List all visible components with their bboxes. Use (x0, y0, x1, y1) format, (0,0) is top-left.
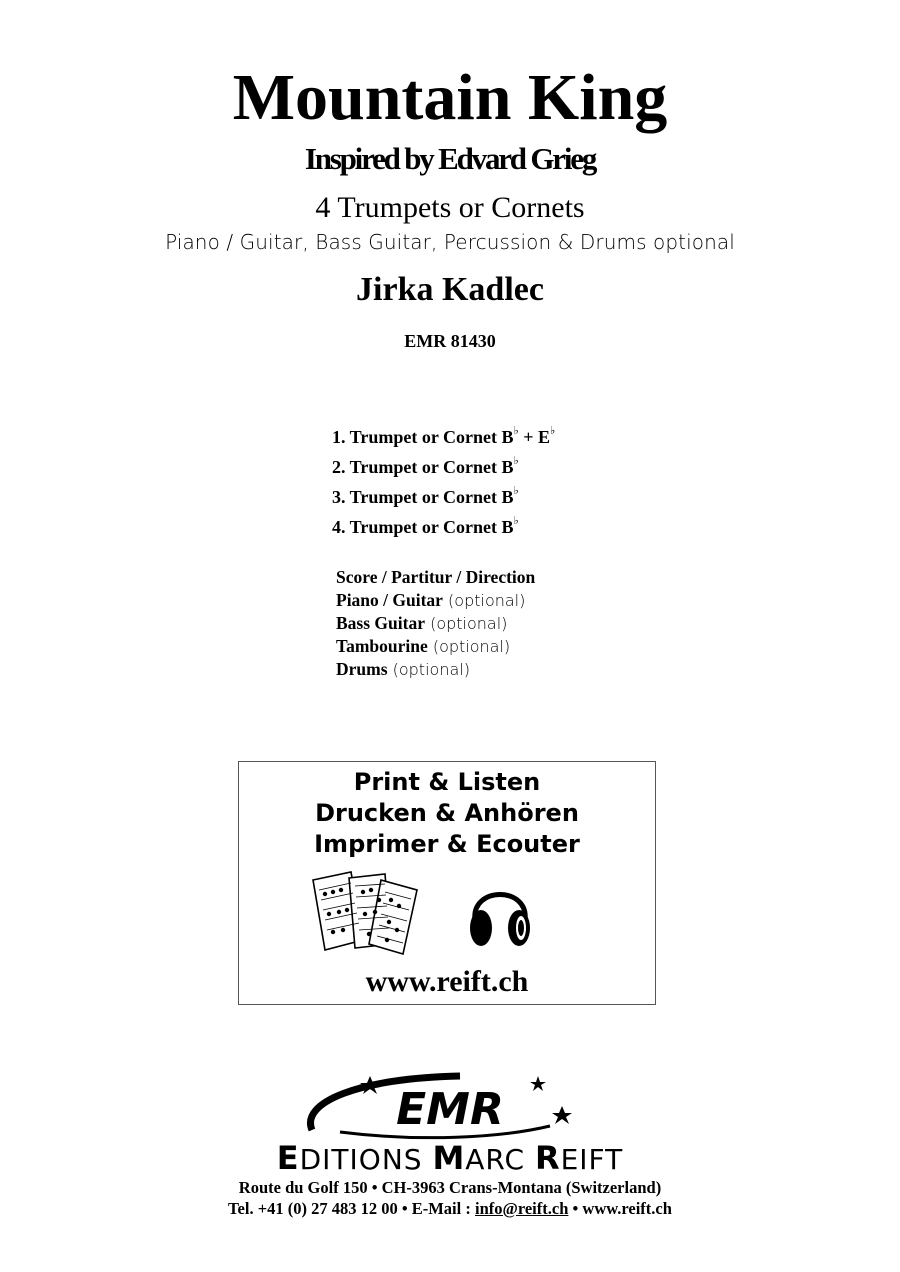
promo-line-en: Print & Listen (353, 768, 541, 796)
composer: Jirka Kadlec (356, 271, 544, 308)
publisher-contact: Tel. +41 (0) 27 483 12 00 • E-Mail : info@reift.ch • www.reift.ch (228, 1199, 672, 1218)
extra-item: Bass Guitar (optional) (336, 613, 508, 633)
catalog-number: EMR 81430 (404, 331, 496, 351)
website-link[interactable]: • www.reift.ch (568, 1199, 672, 1218)
promo-url[interactable]: www.reift.ch (365, 965, 529, 998)
subtitle: Inspired by Edvard Grieg (304, 141, 596, 176)
publisher-name: EDITIONS MARC REIFT (276, 1139, 624, 1177)
part-item: 1. Trumpet or Cornet B♭ + E♭ (332, 425, 556, 447)
extras-list (336, 566, 535, 681)
extra-item: Tambourine (optional) (336, 636, 511, 656)
email-link[interactable]: info@reift.ch (474, 1199, 569, 1218)
instrumentation: 4 Trumpets or Cornets (315, 191, 585, 224)
part-item: 2. Trumpet or Cornet B♭ (332, 455, 519, 477)
svg-text:EMR: EMR (396, 1084, 504, 1135)
emr-logo (300, 1072, 580, 1147)
extra-item: Score / Partitur / Direction (336, 567, 536, 587)
publisher-address: Route du Golf 150 • CH-3963 Crans-Montana (Switzerland) (238, 1178, 662, 1197)
headphones-icon (465, 876, 535, 955)
part-item: 4. Trumpet or Cornet B♭ (332, 515, 519, 537)
title: Mountain King (232, 61, 668, 134)
extra-item: Drums (optional) (336, 659, 470, 679)
part-item: 3. Trumpet or Cornet B♭ (332, 485, 519, 507)
extra-item: Piano / Guitar (optional) (336, 590, 526, 610)
print-listen-box (238, 761, 656, 1005)
optional-instruments: Piano / Guitar, Bass Guitar, Percussion & Drums optional (165, 230, 735, 254)
sheet-music-icon (311, 870, 423, 961)
promo-line-de: Drucken & Anhören (315, 799, 579, 827)
promo-line-fr: Imprimer & Ecouter (314, 830, 580, 858)
parts-list (332, 420, 555, 540)
